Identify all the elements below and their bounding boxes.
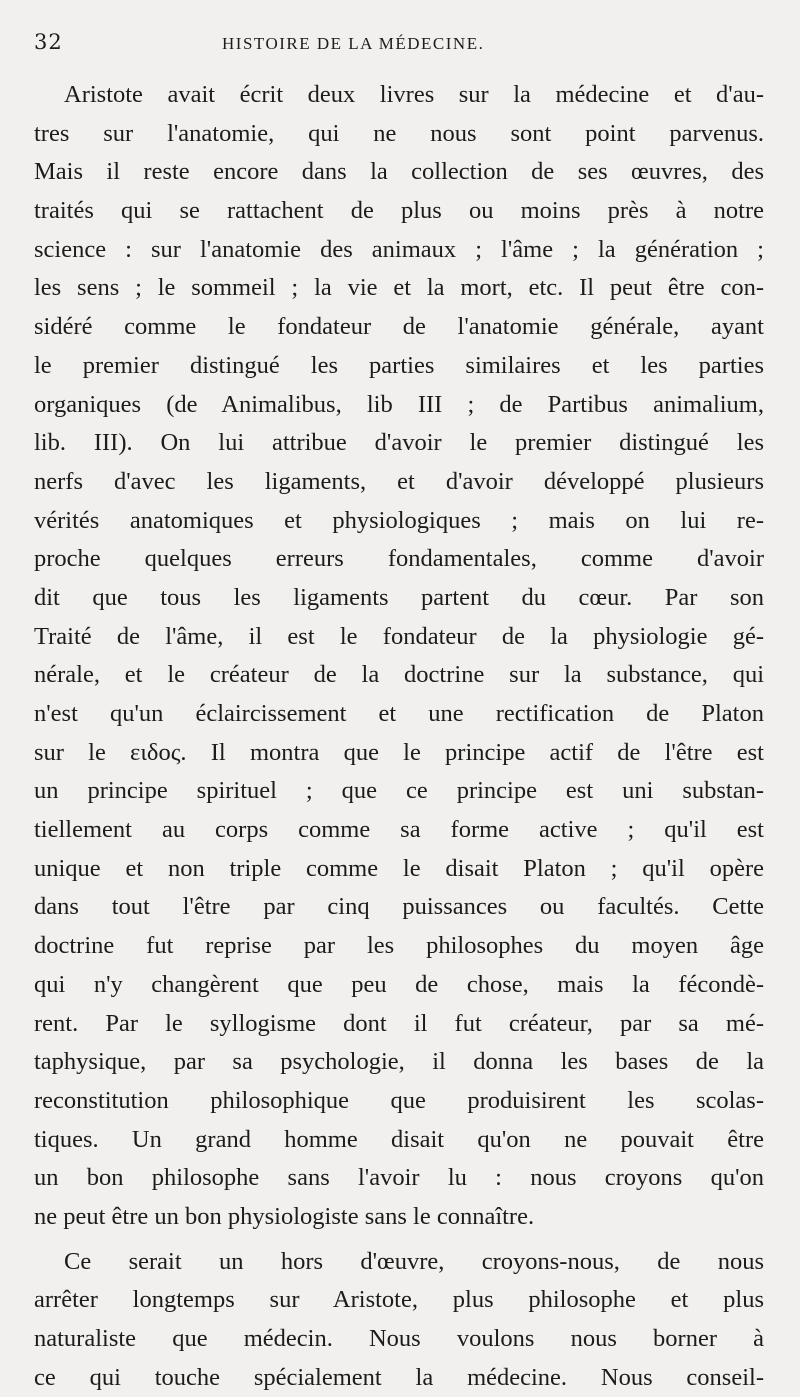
page-header bbox=[34, 30, 760, 62]
text-line: organiques (de Animalibus, lib III ; de Partibus animalium, bbox=[34, 390, 764, 418]
page-number: 32 bbox=[34, 30, 63, 54]
text-line: Traité de l'âme, il est le fondateur de la physiologie gé- bbox=[34, 622, 764, 650]
text-line: arrêter longtemps sur Aristote, plus philosophe et plus bbox=[34, 1286, 764, 1314]
text-line: Aristote avait écrit deux livres sur la médecine et d'au- bbox=[64, 81, 764, 108]
text-line: nerfs d'avec les ligaments, et d'avoir développé plusieurs bbox=[34, 467, 764, 495]
text-line: qui n'y changèrent que peu de chose, mais la fécondè- bbox=[34, 970, 764, 998]
text-line: Ce serait un hors d'œuvre, croyons-nous, de nous bbox=[64, 1247, 764, 1275]
text-line: un principe spirituel ; que ce principe est uni substan- bbox=[34, 777, 764, 805]
text-line: rent. Par le syllogisme dont il fut créateur, par sa mé- bbox=[34, 1009, 764, 1037]
text-line: lib. III). On lui attribue d'avoir le premier distingué les bbox=[34, 429, 764, 457]
text-line: dit que tous les ligaments partent du cœur. Par son bbox=[34, 583, 764, 611]
text-line: sur le ειδος. Il montra que le principe actif de l'être est bbox=[34, 738, 764, 766]
text-line: doctrine fut reprise par les philosophes du moyen âge bbox=[34, 932, 764, 960]
text-line: les sens ; le sommeil ; la vie et la mort, etc. Il peut être con- bbox=[34, 274, 764, 302]
text-line: Mais il reste encore dans la collection de ses œuvres, des bbox=[34, 158, 764, 186]
text-line: sidéré comme le fondateur de l'anatomie générale, ayant bbox=[34, 313, 764, 341]
text-line: n'est qu'un éclaircissement et une rectification de Platon bbox=[34, 700, 764, 727]
text-line: traités qui se rattachent de plus ou moins près à notre bbox=[34, 197, 764, 225]
text-line: ne peut être un bon physiologiste sans le connaître. bbox=[34, 1202, 535, 1230]
text-line: science : sur l'anatomie des animaux ; l'âme ; la génération ; bbox=[34, 235, 764, 263]
text-line: dans tout l'être par cinq puissances ou facultés. Cette bbox=[34, 893, 764, 921]
text-line: proche quelques erreurs fondamentales, comme d'avoir bbox=[34, 545, 764, 573]
text-line: nérale, et le créateur de la doctrine sur la substance, qui bbox=[34, 661, 764, 689]
text-line: unique et non triple comme le disait Platon ; qu'il opère bbox=[34, 854, 764, 882]
running-title: HISTOIRE DE LA MÉDECINE. bbox=[222, 34, 485, 53]
text-line: reconstitution philosophique que produisirent les scolas- bbox=[34, 1086, 764, 1114]
text-line: vérités anatomiques et physiologiques ; mais on lui re- bbox=[34, 506, 764, 534]
text-line: un bon philosophe sans l'avoir lu : nous croyons qu'on bbox=[34, 1164, 764, 1192]
text-line: tiellement au corps comme sa forme active ; qu'il est bbox=[34, 816, 764, 844]
text-line: naturaliste que médecin. Nous voulons nous borner à bbox=[34, 1325, 764, 1352]
body-text bbox=[34, 76, 764, 1397]
text-line: tiques. Un grand homme disait qu'on ne pouvait être bbox=[34, 1125, 764, 1153]
text-line: taphysique, par sa psychologie, il donna les bases de la bbox=[34, 1048, 764, 1076]
text-line: ce qui touche spécialement la médecine. Nous conseil- bbox=[34, 1363, 764, 1391]
text-line: le premier distingué les parties similaires et les parties bbox=[34, 351, 764, 379]
text-line: tres sur l'anatomie, qui ne nous sont point parvenus. bbox=[34, 119, 764, 147]
